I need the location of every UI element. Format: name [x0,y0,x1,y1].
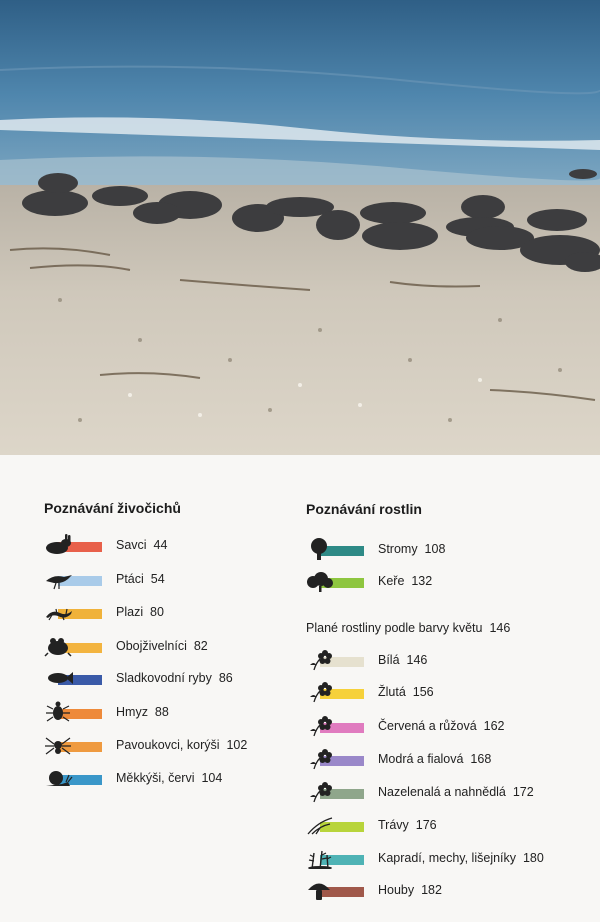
entry-label [116,771,222,785]
toc-entry[interactable] [306,814,437,836]
category-badge [44,601,102,623]
entry-title: Trávy [378,818,409,832]
category-badge [306,681,364,703]
entry-title: Sladkovodní ryby [116,671,212,685]
toc-entry[interactable] [306,570,432,592]
entry-page: 132 [411,574,433,588]
entry-title: Žlutá [378,685,406,699]
category-badge [306,879,364,901]
entry-page: 82 [193,639,208,653]
category-badge [306,781,364,803]
entry-page: 108 [424,542,446,556]
toc-entry[interactable] [306,715,504,737]
entry-title: Obojživelníci [116,639,187,653]
entry-page: 182 [421,883,442,897]
category-badge [44,701,102,723]
entry-title: Stromy [378,542,418,556]
entry-page: 80 [150,605,164,619]
toc-entry[interactable] [44,568,165,590]
flower-icon [306,649,336,671]
entry-title: Keře [378,574,405,588]
entry-label [116,605,164,619]
entry-label [116,705,169,719]
toc-entry[interactable] [306,748,491,770]
entry-title: Červená a růžová [378,719,477,733]
entry-label [378,851,544,865]
entry-page: 146 [406,653,428,667]
entry-title: Měkkýši, červi [116,771,195,785]
flower-icon [306,715,336,737]
entry-page: 168 [470,752,492,766]
entry-title: Modrá a fialová [378,752,464,766]
flower-icon [306,681,336,703]
toc-entry[interactable] [306,847,544,869]
entry-title: Bílá [378,653,400,667]
toc-entry[interactable] [44,635,208,657]
grass-icon [306,814,336,836]
shrub-icon [306,570,336,592]
wildflowers-subhead[interactable] [306,621,510,635]
flower-icon [306,781,336,803]
category-badge [44,667,102,689]
insect-icon [44,701,74,723]
entry-title: Houby [378,883,415,897]
toc-entry[interactable] [44,534,167,556]
category-badge [306,570,364,592]
entry-label [116,639,208,653]
entry-page: 172 [512,785,534,799]
category-badge [306,715,364,737]
category-badge [306,814,364,836]
category-badge [44,635,102,657]
entry-page: 54 [150,572,165,586]
category-badge [306,748,364,770]
toc-entry[interactable] [306,649,427,671]
entry-label [378,785,534,799]
entry-label [116,738,247,752]
wildflowers-label: Plané rostliny podle barvy květu [306,621,483,635]
entry-page: 86 [218,671,233,685]
entry-title: Plazi [116,605,144,619]
toc-entry[interactable] [44,701,169,723]
toc-entry[interactable] [306,538,445,560]
cover-photo [0,0,600,455]
entry-title: Savci [116,538,147,552]
snail-icon [44,767,74,789]
entry-title: Ptáci [116,572,144,586]
entry-label [116,538,167,552]
entry-page: 162 [483,719,505,733]
plants-heading: Poznávání rostlin [306,501,422,517]
entry-label [378,574,432,588]
entry-label [378,542,445,556]
mushroom-icon [306,879,336,901]
entry-label [378,685,434,699]
fish-icon [44,667,74,689]
entry-page: 104 [201,771,223,785]
toc-entry[interactable] [306,681,434,703]
entry-title: Pavoukovci, korýši [116,738,220,752]
toc-entry[interactable] [44,667,233,689]
flower-icon [306,748,336,770]
category-badge [44,568,102,590]
entry-title: Kapradí, mechy, lišejníky [378,851,517,865]
category-badge [306,649,364,671]
category-badge [44,534,102,556]
entry-page: 156 [412,685,434,699]
entry-label [378,719,504,733]
lizard-icon [44,601,74,623]
toc-entry[interactable] [44,734,247,756]
spider-icon [44,734,74,756]
entry-page: 102 [226,738,248,752]
entry-title: Nazelenalá a nahnědlá [378,785,506,799]
toc-entry[interactable] [306,879,442,901]
tree-icon [306,538,336,560]
entry-page: 44 [153,538,168,552]
entry-label [378,818,437,832]
entry-page: 176 [415,818,437,832]
toc-entry[interactable] [44,601,164,623]
entry-label [378,883,442,897]
entry-page: 180 [522,851,544,865]
category-badge [44,734,102,756]
entry-label [116,572,165,586]
animals-heading: Poznávání živočichů [44,500,181,516]
bird-icon [44,568,74,590]
frog-icon [44,635,74,657]
wildflowers-page: 146 [489,621,511,635]
category-badge [306,538,364,560]
category-badge [44,767,102,789]
entry-label [116,671,233,685]
entry-page: 88 [154,705,169,719]
rabbit-icon [44,534,74,556]
entry-title: Hmyz [116,705,148,719]
entry-label [378,752,491,766]
category-badge [306,847,364,869]
entry-label [378,653,427,667]
toc-entry[interactable] [306,781,534,803]
fern-icon [306,847,336,869]
toc-entry[interactable] [44,767,222,789]
